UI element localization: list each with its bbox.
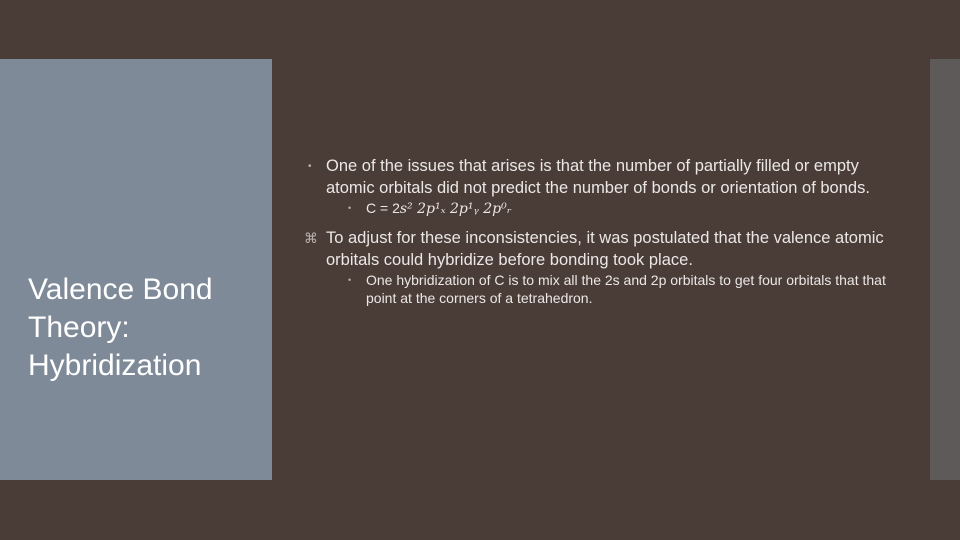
config-prefix: C = 2 — [366, 200, 400, 216]
title-panel — [0, 59, 272, 480]
bullet-text-1: One of the issues that arises is that the number of partially filled or empty atomic orbitals did not predict the number of bonds or orientation of bonds. — [326, 157, 870, 197]
bullet-item-2 — [304, 228, 898, 271]
slide-content — [304, 156, 898, 307]
sub-bullet-dot-icon: • — [348, 203, 352, 213]
sub-bullet-text-2: One hybridization of C is to mix all the 2s and 2p orbitals to get four orbitals that that point at the corners of a tetrahedron. — [366, 272, 886, 306]
right-accent-strip — [930, 59, 960, 480]
sub-bullet-dot-icon: • — [348, 275, 352, 285]
sub-bullet-hybridization — [308, 271, 898, 307]
bullet-item-1 — [308, 156, 898, 199]
sub-bullet-electron-config — [308, 199, 898, 218]
command-key-icon: ⌘ — [304, 230, 318, 246]
bullet-dot-icon: • — [308, 161, 312, 172]
slide-title: Valence Bond Theory: Hybridization — [28, 273, 213, 382]
config-formula: s² 2p¹ₓ 2p¹ᵧ 2p⁰ᵣ — [399, 201, 512, 217]
bullet-text-2: To adjust for these inconsistencies, it was postulated that the valence atomic orbitals could hybridize before bonding took place. — [326, 229, 884, 269]
